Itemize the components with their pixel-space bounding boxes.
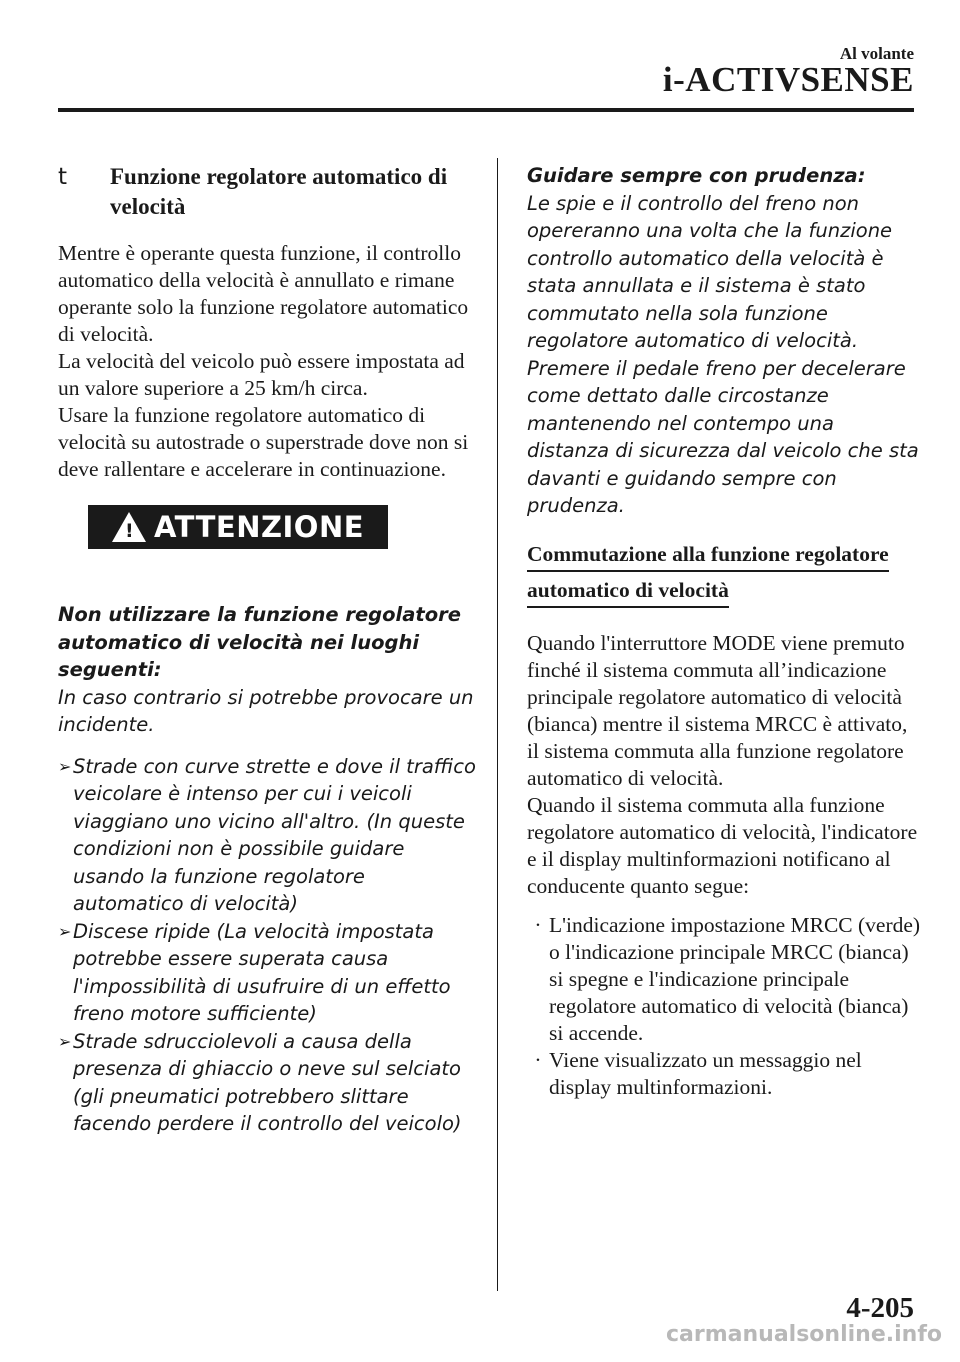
subsection-text — [527, 630, 922, 900]
paragraph: Mentre è operante questa funzione, il controllo automatico della velocità è annullato e rimane operante solo la funzione regolatore automatico di velocità. — [58, 241, 469, 346]
chapter-title: i-ACTIVSENSE — [662, 60, 914, 99]
list-item-text: L'indicazione impostazione MRCC (verde) o l'indicazione principale MRCC (bianca) si spegne e l'indicazione principale regolatore automatico di velocità (bianca) si accende. — [549, 912, 921, 1045]
warning-triangle-icon: ! — [112, 512, 146, 542]
subsection-heading-line: Commutazione alla funzione regolatore — [527, 540, 889, 572]
section-heading-text: Funzione regolatore automatico di velocità — [110, 164, 448, 219]
right-column — [527, 162, 922, 1101]
paragraph: La velocità del veicolo può essere impostata ad un valore superiore a 25 km/h circa. — [58, 349, 465, 400]
paragraph: Usare la funzione regolatore automatico di velocità su autostrade o superstrade dove non si deve rallentare e accelerare in continuazione. — [58, 403, 469, 481]
left-column — [58, 162, 478, 1138]
header-rule — [58, 108, 914, 112]
list-item — [58, 918, 478, 1028]
notification-list — [527, 912, 922, 1101]
arrow-bullet-icon: ➢ — [58, 756, 72, 776]
arrow-bullet-icon: ➢ — [58, 1031, 72, 1051]
watermark: carmanualsonline.info — [666, 1322, 942, 1347]
list-item — [58, 1028, 478, 1138]
intro-text — [58, 240, 478, 483]
section-label: Al volante — [839, 44, 914, 63]
list-item — [58, 753, 478, 918]
subsection-heading-line: automatico di velocità — [527, 576, 729, 608]
bullet-dot-icon: · — [534, 1047, 542, 1072]
list-item — [527, 1047, 922, 1101]
warning-title: Non utilizzare la funzione regolatore automatico di velocità nei luoghi seguenti: — [58, 603, 461, 681]
bullet-dot-icon: · — [534, 912, 542, 937]
caution-text: Le spie e il controllo del freno non opereranno una volta che la funzione controllo automatico della velocità è stata annullata e il sistema è stato commutato nella sola funzione regolatore automatico di velocità. Premere il pedale freno per decelerare come dettato dalle circostanze mantenendo nel contempo una distanza di sicurezza dal veicolo che sta davanti e guidando sempre con prudenza. — [527, 191, 919, 517]
paragraph: Quando il sistema commuta alla funzione regolatore automatico di velocità, l'indicatore e il display multinformazioni notificano al conducente quanto segue: — [527, 792, 918, 898]
warning-banner — [88, 505, 388, 549]
list-item-text: Discese ripide (La velocità impostata potrebbe essere superata causa l'impossibilità di usufruire di un effetto freno motore sufficiente) — [73, 919, 451, 1025]
page-number: 4-205 — [846, 1292, 914, 1324]
list-item-text: Viene visualizzato un messaggio nel display multinformazioni. — [549, 1047, 862, 1099]
list-item — [527, 912, 922, 1047]
caution-title: Guidare sempre con prudenza: — [527, 164, 866, 187]
arrow-bullet-icon: ➢ — [58, 921, 72, 941]
section-heading — [58, 162, 478, 222]
warning-label: ATTENZIONE — [153, 510, 365, 544]
heading-marker-icon: t — [58, 164, 68, 190]
column-divider — [497, 158, 498, 1291]
list-item-text: Strade con curve strette e dove il traffico veicolare è intenso per cui i veicoli viaggiano uno vicino all'altro. (In queste condizioni non è possibile guidare usando la funzione regolatore automatico di velocità) — [73, 754, 476, 915]
list-item-text: Strade sdrucciolevoli a causa della presenza di ghiaccio o neve sul selciato (gli pneumatici potrebbero slittare facendo perdere il controllo del veicolo) — [73, 1029, 462, 1135]
warning-list — [58, 753, 478, 1138]
subsection-heading — [527, 540, 922, 608]
warning-text: In caso contrario si potrebbe provocare un incidente. — [58, 685, 474, 736]
paragraph: Quando l'interruttore MODE viene premuto finché il sistema commuta all’indicazione principale regolatore automatico di velocità (bianca) mentre il sistema MRCC è attivato, il sistema commuta alla funzione regolatore automatico di velocità. — [527, 630, 908, 790]
